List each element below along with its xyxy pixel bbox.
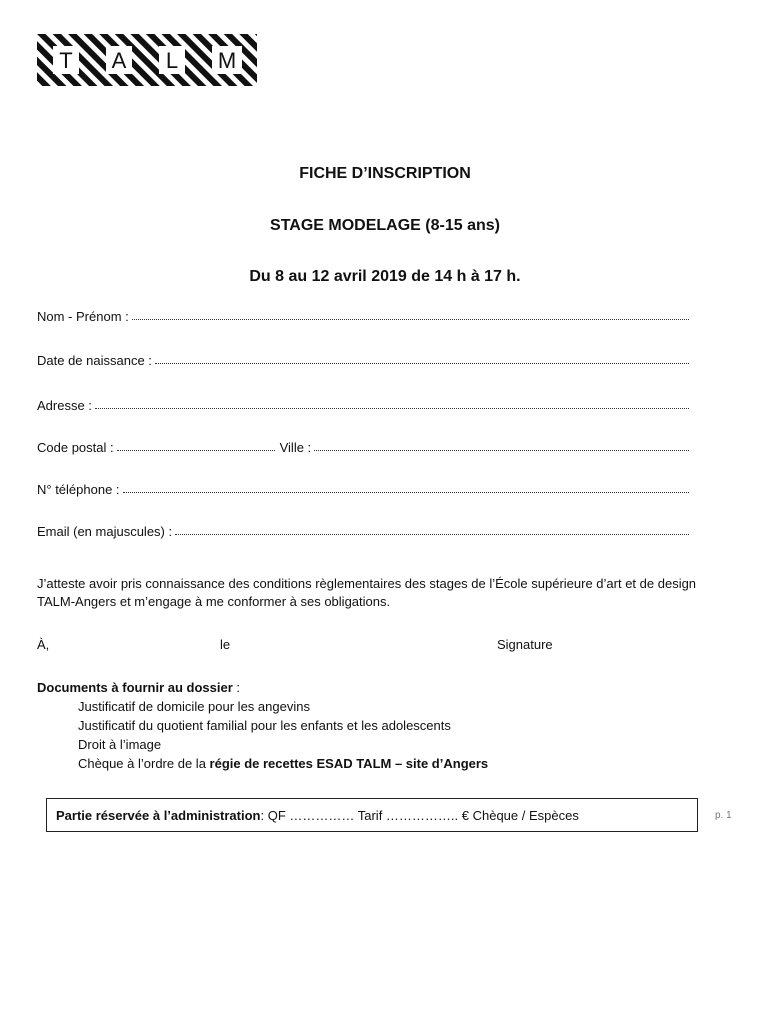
logo-letter-t: T [59,48,73,73]
logo-letter-m: M [217,48,237,73]
admin-box [46,798,698,832]
birthdate-label: Date de naissance : [37,353,152,368]
place-label: À, [37,637,50,652]
list-item: Chèque à l’ordre de la régie de recettes ESAD TALM – site d’Angers [78,756,489,771]
documents-heading: Documents à fournir au dossier : [37,680,240,695]
city-input-line[interactable] [314,450,689,451]
email-label: Email (en majuscules) : [37,524,173,539]
email-field[interactable] [37,521,689,539]
phone-field[interactable] [37,479,689,497]
address-input-line[interactable] [95,408,689,409]
birthdate-field[interactable] [37,350,689,368]
email-input-line[interactable] [175,534,689,535]
list-item: Justificatif de domicile pour les angevins [78,699,310,714]
admin-label: Partie réservée à l’administration [56,807,261,823]
course-title: STAGE MODELAGE (8-15 ans) [270,217,500,234]
page-number: p. 1 [715,810,732,821]
date-label: le [220,637,231,652]
postal-code-input-line[interactable] [117,450,275,451]
address-label: Adresse : [37,398,92,413]
phone-label: N° téléphone : [37,482,120,497]
logo-letter-a: A [111,48,127,73]
name-field[interactable] [37,306,689,324]
name-input-line[interactable] [132,319,689,320]
list-item: Droit à l’image [78,737,162,752]
documents-list [37,697,488,773]
address-field[interactable] [37,395,689,413]
name-label: Nom - Prénom : [37,309,129,324]
phone-input-line[interactable] [123,492,689,493]
signature-label: Signature [497,637,553,652]
talm-logo [37,34,257,86]
postal-code-label: Code postal : [37,440,114,455]
page-title: FICHE D’INSCRIPTION [299,165,471,182]
logo-letter-l: L [165,48,179,73]
course-dates: Du 8 au 12 avril 2019 de 14 h à 17 h. [249,268,521,285]
documents-section [37,678,488,773]
list-item: Justificatif du quotient familial pour les enfants et les adolescents [78,718,451,733]
attestation-text: J’atteste avoir pris connaissance des conditions règlementaires des stages de l’École supérieure d’art et de design TALM-Angers et m’engage à me conformer à ses obligations. [37,576,697,609]
admin-fields: : QF …………… Tarif …………….. € Chèque / Espèces [260,807,579,823]
postal-city-field[interactable] [37,437,689,455]
birthdate-input-line[interactable] [155,363,689,364]
city-label: Ville : [279,440,312,455]
